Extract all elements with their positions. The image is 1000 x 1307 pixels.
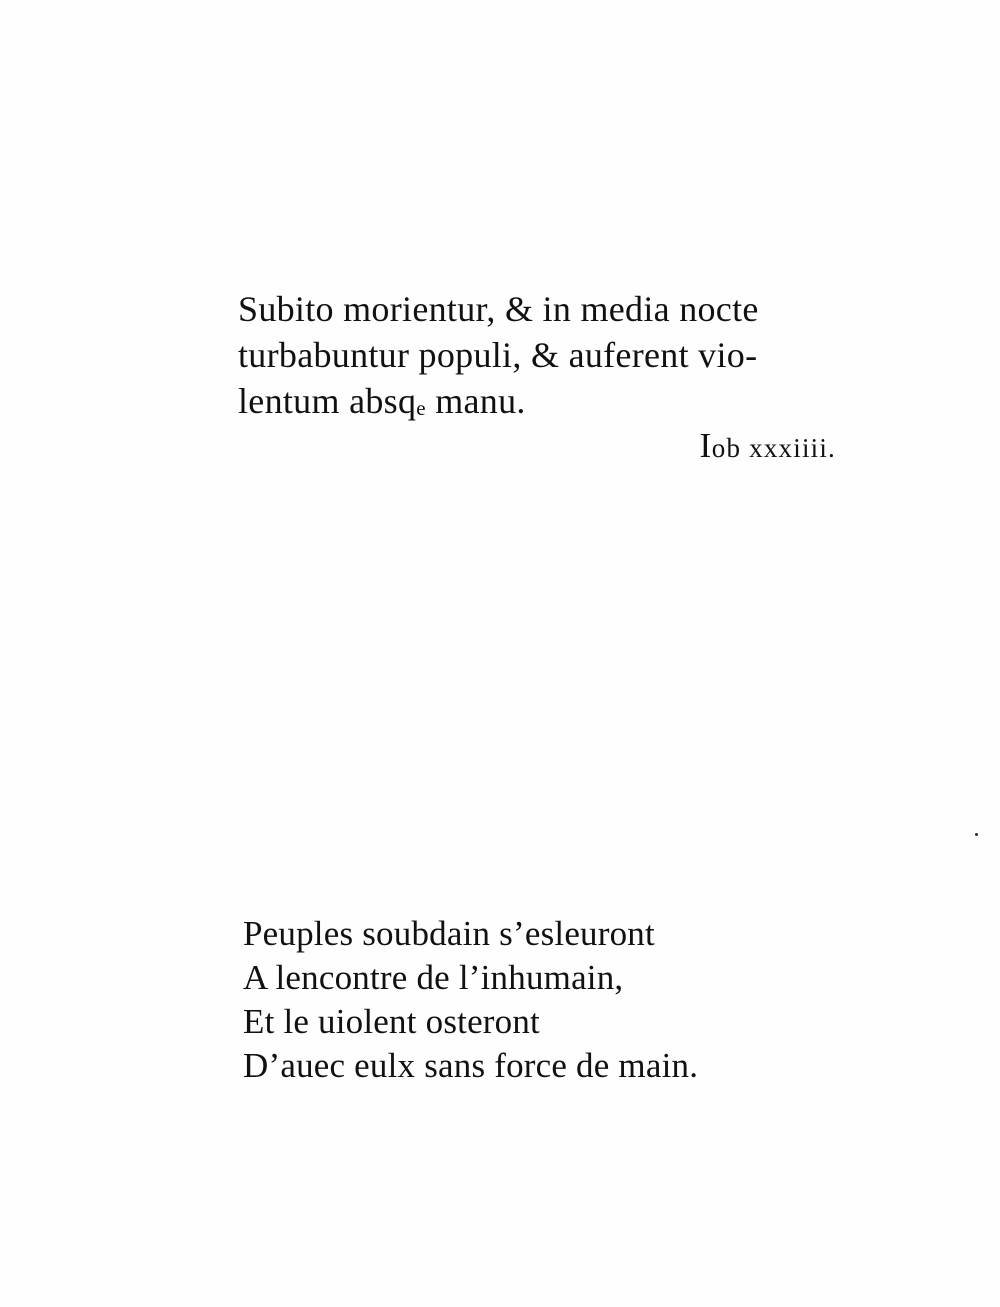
latin-line-3: [238, 378, 898, 429]
attribution-text: [238, 424, 836, 470]
latin-line-3-text: lentum absq: [238, 381, 417, 421]
attribution-initial: I: [699, 426, 712, 465]
verse-line-1: Peuples soubdain s’esleuront: [243, 914, 655, 953]
attribution-rest: ob: [711, 433, 742, 463]
scripture-attribution: [238, 424, 898, 470]
latin-line-3-tail: manu.: [425, 381, 526, 421]
attribution-reference: xxxiiii.: [741, 433, 836, 463]
latin-line-3-superscript: e: [416, 396, 426, 420]
verse-line-2: A lencontre de l’inhumain,: [243, 958, 624, 997]
latin-line-1: Subito morientur, & in media nocte: [238, 289, 759, 329]
latin-line-2: turbabuntur populi, & auferent vio-: [238, 335, 758, 375]
verse-line-4: D’auec eulx sans force de main.: [243, 1046, 699, 1085]
verse-line-3: Et le uiolent osteront: [243, 1002, 540, 1041]
latin-epigraph: [238, 286, 898, 429]
ink-speck: [975, 833, 978, 836]
french-verse: [243, 912, 923, 1088]
